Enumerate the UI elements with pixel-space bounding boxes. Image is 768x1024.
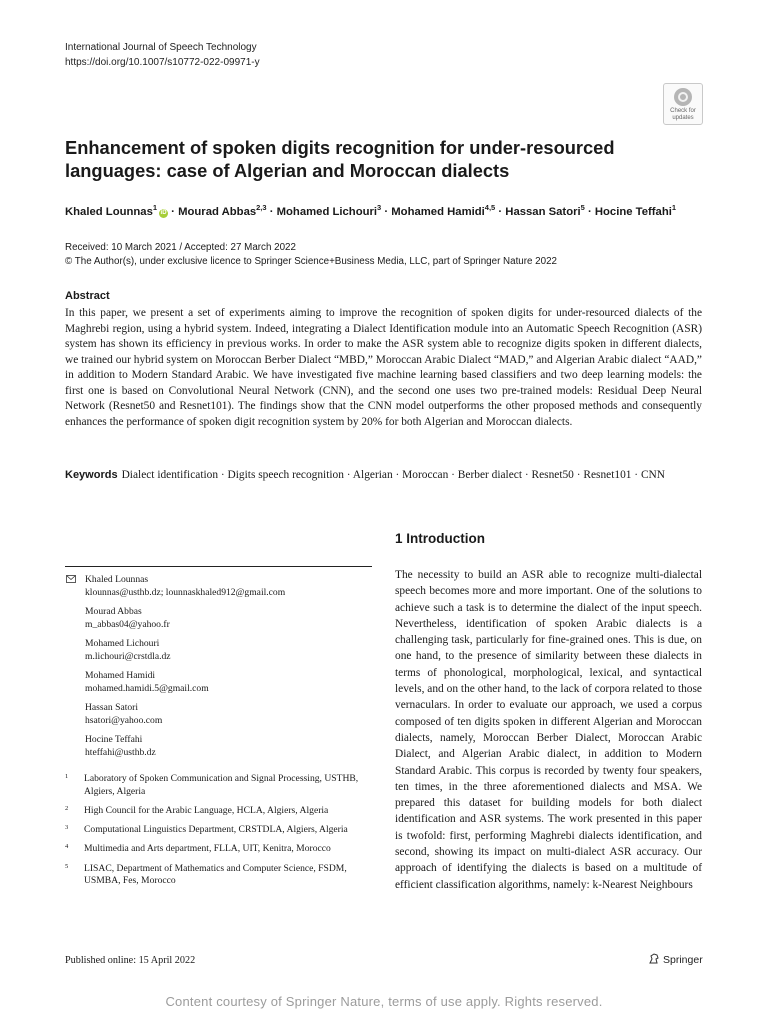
contact-entry [85,574,375,599]
author[interactable]: Hassan Satori$^5$ [505,203,585,218]
contact-email[interactable]: m.lichouri@crstdla.dz [85,650,171,662]
contact-entry [85,606,375,631]
introduction-heading: 1 Introduction [395,531,485,546]
contact-name: Mohamed Hamidi [85,670,156,681]
dates-block [65,241,557,269]
abstract-heading: Abstract [65,290,110,302]
doi-link[interactable]: https://doi.org/10.1007/s10772-022-09971-y [65,57,260,68]
affiliation: 1 Laboratory of Spoken Communication and Signal Processing, USTHB, Algiers, Algeria [65,773,359,797]
author[interactable]: Hocine Teffahi$^1$ [594,203,677,218]
contact-list [85,574,375,766]
contact-email[interactable]: klounnas@usthb.dz; lounnaskhaled912@gmail.com [85,586,286,598]
footnote-divider [65,566,372,567]
contact-name: Hassan Satori [85,702,139,713]
contact-name: Mourad Abbas [85,606,142,617]
orcid-icon[interactable]: iD [160,209,167,216]
journal-header [65,40,260,70]
contact-entry [85,638,375,663]
contact-entry [85,670,375,695]
published-date: Published online: 15 April 2022 [65,955,196,966]
introduction-text: The necessity to build an ASR able to recognize multi-dialectal speech becomes more and more important. One of the solutions to achieve such a task is to determine the dialect of the input speech. Nevertheless, identification of spoken Arabic dialects is a challenging task, particularly for fine-grained ones. This is due, on one hand, to the presence of similarity between these dialects in terms of phonological, morphological, lexical, and syntactical levels, and on the other hand, to the lack of corpora related to those vernaculars. In order to evaluate our approach, we used a corpus composed of ten digits spoken in different Algerian and Moroccan dialects, namely, Moroccan Berber Dialect, Moroccan Arabic Dialect, and Algerian Arabic dialect, in addition to Modern Standard Arabic. This corpus is recorded by twenty four speakers, ten times, in the three aforementioned dialects and MSA. We prepared this dataset for building models for both dialect identification and ASR systems. The work presented in this paper is twofold: first, performing Maghrebi dialects identification, and second, showing its impact on multi-dialect ASR accuracy. Our approach of identifying the dialects is based on a multitude of efficient classification algorithms, namely: k-Nearest Neighbours [395,569,702,891]
author[interactable]: Mohamed Lichouri$^3$ [276,203,382,218]
copyright: © The Author(s), under exclusive licence to Springer Science+Business Media, LLC, part of Springer Nature 2022 [65,256,557,267]
springer-horse-icon [648,953,660,965]
contact-email[interactable]: m_abbas04@yahoo.fr [85,618,170,630]
keywords-label: Keywords [65,469,118,481]
paper-title: Enhancement of spoken digits recognition for under-resourced languages: case of Algerian and Moroccan dialects [65,137,615,181]
springer-logo [648,953,703,966]
affiliation: 4 Multimedia and Arts department, FLLA, UIT, Kenitra, Morocco [65,843,331,855]
publisher-name: Springer [663,954,703,966]
affiliation-list [65,773,375,895]
journal-name: International Journal of Speech Technology [65,42,257,53]
contact-name: Khaled Lounnas [85,574,149,585]
badge-line-1: Check for [670,108,696,114]
contact-entry [85,702,375,727]
badge-line-2: updates [672,115,694,121]
abstract-text: In this paper, we present a set of experiments aiming to improve the recognition of spoken digits for under-resourced dialects of the Maghrebi region, using a hybrid system. Indeed, integrating a Dialect Identification module into an Automatic Speech Recognition (ASR) system has shown its efficiency in previous works. In order to make the ASR system able to recognize digits spoken in different dialects, we trained our hybrid system on Moroccan Berber Dialect “MBD,” Moroccan Arabic Dialect “MAD,” and Algerian Arabic dialect “AAD,” in addition to Modern Standard Arabic. We have investigated five machine learning based classifiers and two deep learning models: the first one is based on Convolutional Neural Network (CNN), and the second one uses two pre-trained models: Residual Deep Neural Network (Resnet50 and Resnet101). The findings show that the CNN model outperforms the other proposed methods and consequently enhances the performance of spoken digit recognition system by 20% for both Algerian and Moroccan dialects. [65,307,702,428]
author[interactable]: Mohamed Hamidi$^{4,5}$ [391,203,496,218]
keywords [65,468,702,484]
author[interactable]: Mourad Abbas$^{2,3}$ [178,203,267,218]
affiliation: 5 LISAC, Department of Mathematics and Computer Science, FSDM, USMBA, Fes, Morocco [65,862,347,887]
contact-name: Mohamed Lichouri [85,638,160,649]
contact-email[interactable]: hsatori@yahoo.com [85,714,163,726]
received-accepted: Received: 10 March 2021 / Accepted: 27 March 2022 [65,242,296,253]
contact-email[interactable]: hteffahi@usthb.dz [85,746,156,758]
contact-email[interactable]: mohamed.hamidi.5@gmail.com [85,682,209,694]
courtesy-notice: Content courtesy of Springer Nature, terms of use apply. Rights reserved. [165,994,603,1009]
author[interactable]: Khaled Lounnas$^1$iD [65,203,167,218]
envelope-icon [66,575,76,583]
affiliation: 3 Computational Linguistics Department, CRSTDLA, Algiers, Algeria [65,824,348,836]
contact-entry [85,734,375,759]
author-list: Khaled Lounnas$^1$iD · Mourad Abbas$^{2,3}$ · Mohamed Lichouri$^3$ · Mohamed Hamidi$^{4,5}$ · Hassan Satori$^5$ · Hocine Teffahi$^1$ [65,203,677,218]
update-check-icon [674,88,692,106]
keywords-text: Dialect identification · Digits speech recognition · Algerian · Moroccan · Berber dialect · Resnet50 · Resnet101 · CNN [121,469,665,481]
contact-name: Hocine Teffahi [85,734,143,745]
affiliation: 2 High Council for the Arabic Language, HCLA, Algiers, Algeria [65,804,329,816]
check-for-updates-badge[interactable] [663,83,703,125]
